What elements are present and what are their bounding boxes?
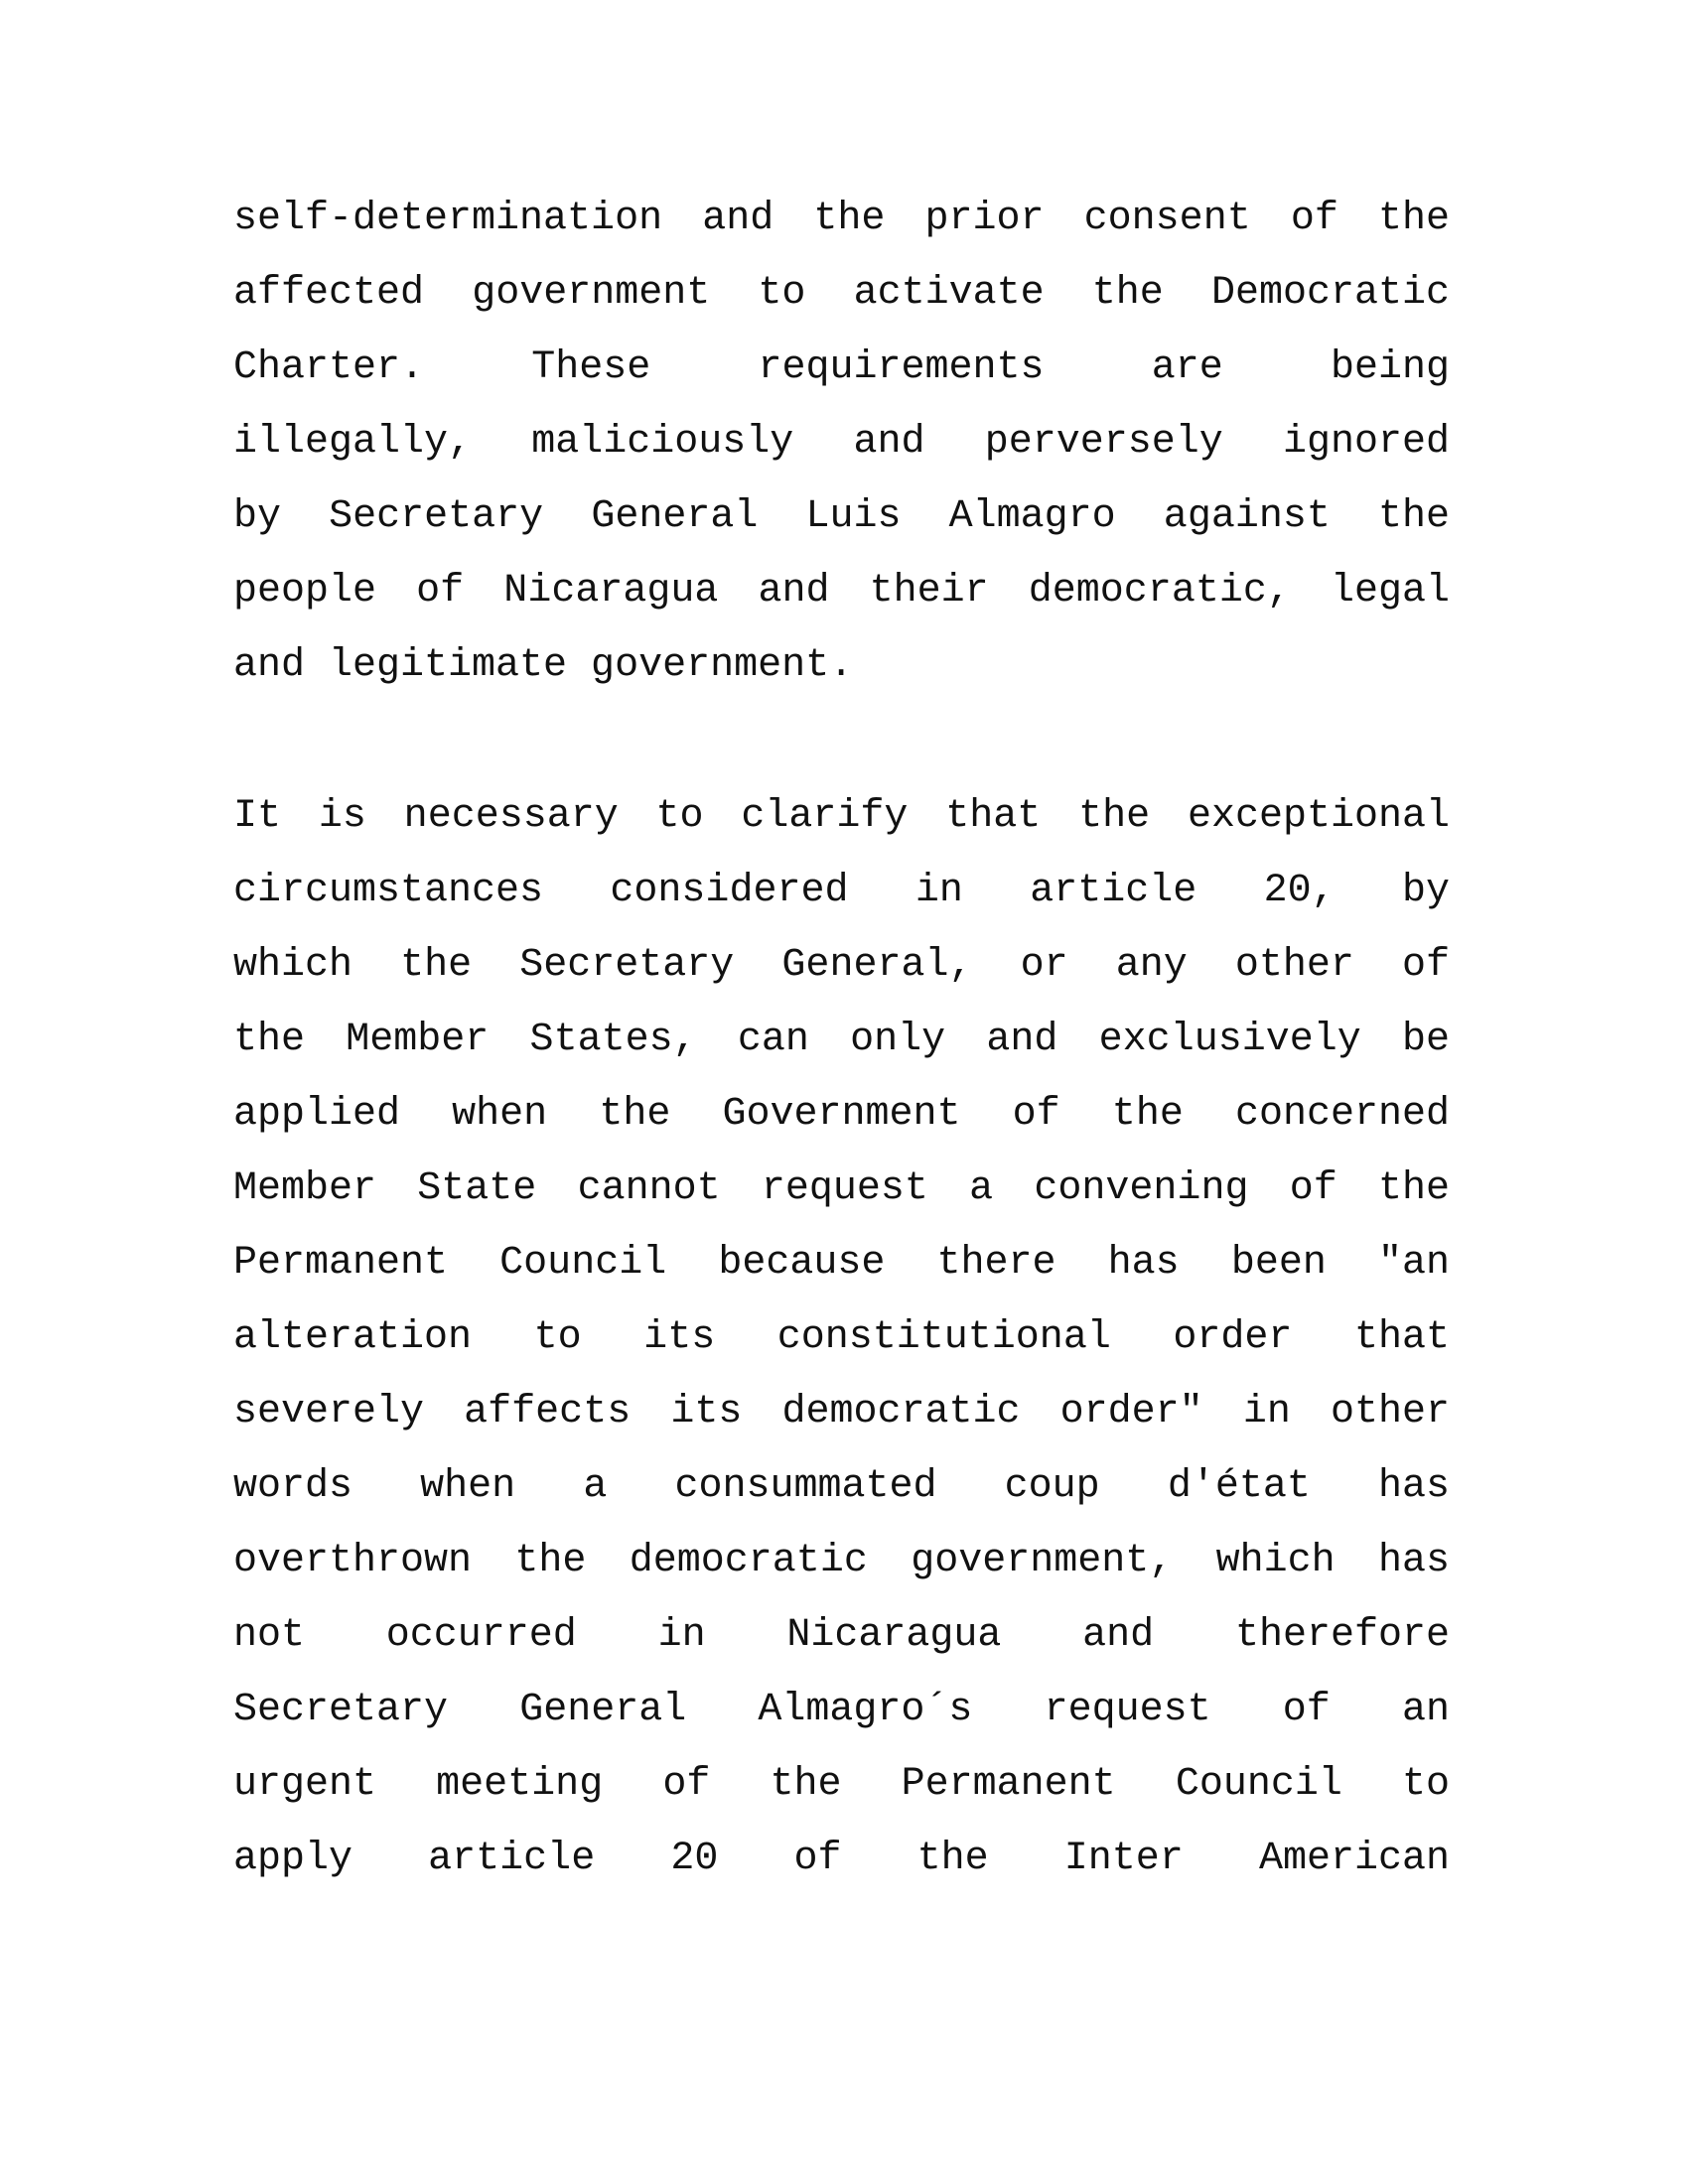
paragraph-line: not occurred in Nicaragua and therefore: [233, 1613, 1450, 1658]
paragraph-line: circumstances considered in article 20, by: [233, 869, 1450, 913]
paragraph-line: Member State cannot request a convening of the: [233, 1166, 1450, 1211]
paragraph-2: [233, 779, 1450, 1896]
paragraph-line: Charter. These requirements are being: [233, 345, 1450, 390]
paragraph-line: severely affects its democratic order" in other: [233, 1390, 1450, 1434]
paragraph-line: It is necessary to clarify that the exceptional: [233, 794, 1450, 839]
paragraph-line: self-determination and the prior consent of the: [233, 197, 1450, 241]
paragraph-line: alteration to its constitutional order that: [233, 1315, 1450, 1360]
paragraph-line: urgent meeting of the Permanent Council to: [233, 1762, 1450, 1807]
paragraph-line: which the Secretary General, or any other of: [233, 943, 1450, 988]
paragraph-line: words when a consummated coup d'état has: [233, 1464, 1450, 1509]
paragraph-line: by Secretary General Luis Almagro against the: [233, 494, 1450, 539]
paragraph-line: and legitimate government.: [233, 643, 854, 688]
paragraph-line: Secretary General Almagro´s request of an: [233, 1688, 1450, 1732]
paragraph-1: [233, 182, 1450, 703]
paragraph-line: applied when the Government of the concerned: [233, 1092, 1450, 1137]
paragraph-line: Permanent Council because there has been "an: [233, 1241, 1450, 1286]
paragraph-line: apply article 20 of the Inter American: [233, 1837, 1450, 1881]
paragraph-line: the Member States, can only and exclusively be: [233, 1018, 1450, 1062]
paragraph-line: people of Nicaragua and their democratic, legal: [233, 569, 1450, 614]
paragraph-line: affected government to activate the Democratic: [233, 271, 1450, 316]
paragraph-line: illegally, maliciously and perversely ignored: [233, 420, 1450, 465]
paragraph-line: overthrown the democratic government, which has: [233, 1539, 1450, 1583]
